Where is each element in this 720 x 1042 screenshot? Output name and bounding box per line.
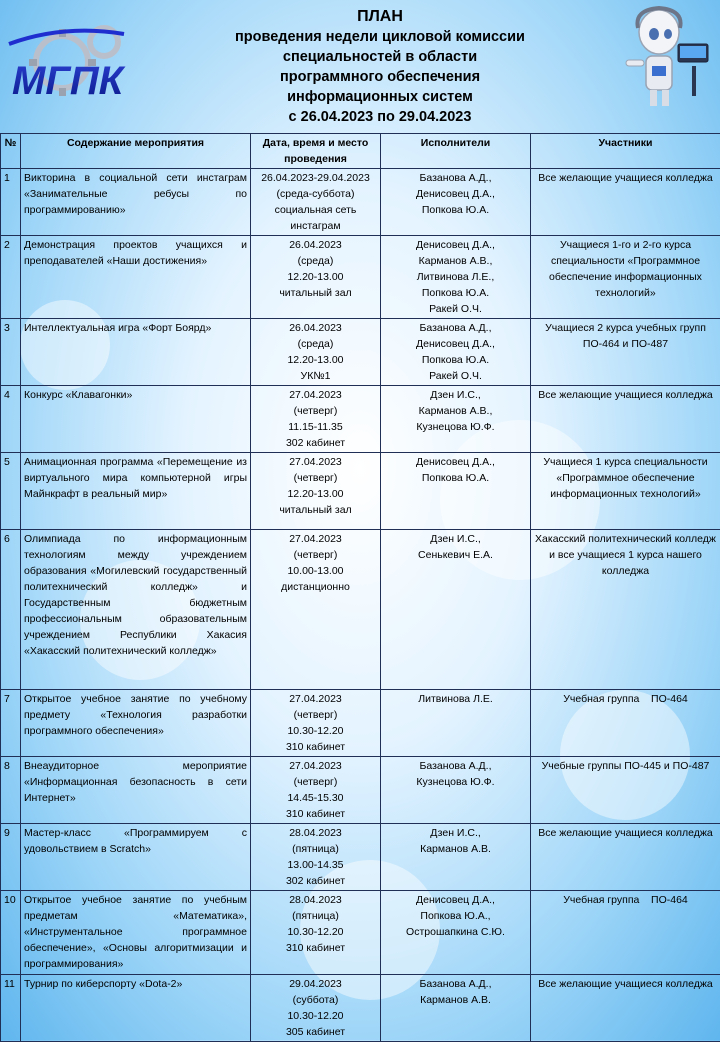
row-number: 9 bbox=[1, 824, 21, 891]
table-header-row bbox=[1, 134, 720, 169]
title-block bbox=[180, 6, 580, 127]
datetime-cell bbox=[251, 690, 381, 757]
datetime-line: социальная сеть bbox=[254, 202, 377, 218]
datetime-line: 12.20-13.00 bbox=[254, 352, 377, 368]
datetime-cell bbox=[251, 319, 381, 386]
datetime-line: 11.15-11.35 bbox=[254, 419, 377, 435]
performer-name: Денисовец Д.А., bbox=[384, 454, 527, 470]
datetime-line: 310 кабинет bbox=[254, 940, 377, 956]
datetime-cell bbox=[251, 236, 381, 319]
performer-name: Базанова А.Д., bbox=[384, 320, 527, 336]
table-row bbox=[1, 319, 720, 386]
datetime-line: (пятница) bbox=[254, 841, 377, 857]
performer-name: Кузнецова Ю.Ф. bbox=[384, 419, 527, 435]
row-number: 3 bbox=[1, 319, 21, 386]
table-row bbox=[1, 169, 720, 236]
datetime-line: 12.20-13.00 bbox=[254, 486, 377, 502]
performer-name: Кузнецова Ю.Ф. bbox=[384, 774, 527, 790]
college-logo bbox=[4, 14, 179, 114]
subtitle-line: проведения недели цикловой комиссии bbox=[180, 27, 580, 47]
performer-name: Денисовец Д.А., bbox=[384, 892, 527, 908]
performer-name: Попкова Ю.А. bbox=[384, 285, 527, 301]
svg-text:МГПК: МГПК bbox=[12, 59, 126, 103]
datetime-cell bbox=[251, 169, 381, 236]
event-cell: Викторина в социальной сети инстаграм «Занимательные ребусы по программированию» bbox=[21, 169, 251, 236]
datetime-line: 302 кабинет bbox=[254, 435, 377, 451]
row-number: 2 bbox=[1, 236, 21, 319]
subtitle-line: информационных систем bbox=[180, 87, 580, 107]
participants-cell: Все желающие учащиеся колледжа bbox=[531, 386, 720, 453]
row-number: 1 bbox=[1, 169, 21, 236]
datetime-line: 28.04.2023 bbox=[254, 825, 377, 841]
table-row bbox=[1, 690, 720, 757]
event-cell: Турнир по киберспорту «Dota-2» bbox=[21, 975, 251, 1042]
performer-name: Базанова А.Д., bbox=[384, 976, 527, 992]
row-number: 4 bbox=[1, 386, 21, 453]
event-cell: Открытое учебное занятие по учебному предмету «Технология разработки программного обеспечения» bbox=[21, 690, 251, 757]
datetime-cell bbox=[251, 824, 381, 891]
subtitle-line: специальностей в области bbox=[180, 47, 580, 67]
performer-name: Базанова А.Д., bbox=[384, 170, 527, 186]
row-number: 6 bbox=[1, 530, 21, 690]
datetime-line: 12.20-13.00 bbox=[254, 269, 377, 285]
datetime-line: 26.04.2023-29.04.2023 bbox=[254, 170, 377, 186]
subtitle-line: программного обеспечения bbox=[180, 67, 580, 87]
performer-name: Денисовец Д.А., bbox=[384, 237, 527, 253]
column-header-performers: Исполнители bbox=[381, 134, 531, 169]
datetime-line: 10.30-12.20 bbox=[254, 1008, 377, 1024]
performer-name: Карманов А.В., bbox=[384, 403, 527, 419]
datetime-line: (четверг) bbox=[254, 774, 377, 790]
performer-name: Дзен И.С., bbox=[384, 387, 527, 403]
datetime-cell bbox=[251, 530, 381, 690]
event-cell: Открытое учебное занятие по учебным предметам «Математика», «Инструментальное программное обеспечение», «Основы алгоритмизации и программирования» bbox=[21, 891, 251, 975]
performers-cell bbox=[381, 690, 531, 757]
datetime-line: (среда-суббота) bbox=[254, 186, 377, 202]
performers-cell bbox=[381, 824, 531, 891]
participants-cell: Учащиеся 1-го и 2-го курса специальности «Программное обеспечение информационных технологий» bbox=[531, 236, 720, 319]
performer-name: Денисовец Д.А., bbox=[384, 336, 527, 352]
performer-name: Литвинова Л.Е. bbox=[384, 691, 527, 707]
datetime-line: 27.04.2023 bbox=[254, 387, 377, 403]
participants-cell: Все желающие учащиеся колледжа bbox=[531, 824, 720, 891]
participants-cell: Все желающие учащиеся колледжа bbox=[531, 975, 720, 1042]
datetime-line: 27.04.2023 bbox=[254, 691, 377, 707]
performers-cell bbox=[381, 319, 531, 386]
events-table bbox=[0, 133, 720, 1042]
datetime-line: читальный зал bbox=[254, 502, 377, 518]
datetime-line: (пятница) bbox=[254, 908, 377, 924]
datetime-line: 302 кабинет bbox=[254, 873, 377, 889]
performer-name: Литвинова Л.Е., bbox=[384, 269, 527, 285]
performer-name: Ракей О.Ч. bbox=[384, 301, 527, 317]
participants-cell: Учащиеся 1 курса специальности «Программное обеспечение информационных технологий» bbox=[531, 453, 720, 530]
datetime-line: 26.04.2023 bbox=[254, 237, 377, 253]
event-cell: Мастер-класс «Программируем с удовольствием в Scratch» bbox=[21, 824, 251, 891]
event-cell: Анимационная программа «Перемещение из виртуального мира компьютерной игры Майнкрафт в реальный мир» bbox=[21, 453, 251, 530]
performers-cell bbox=[381, 169, 531, 236]
performer-name: Попкова Ю.А. bbox=[384, 202, 527, 218]
datetime-line: (четверг) bbox=[254, 403, 377, 419]
subtitle-line: с 26.04.2023 по 29.04.2023 bbox=[180, 107, 580, 127]
datetime-line: 28.04.2023 bbox=[254, 892, 377, 908]
datetime-cell bbox=[251, 891, 381, 975]
performer-name: Острошапкина С.Ю. bbox=[384, 924, 527, 940]
datetime-line: 14.45-15.30 bbox=[254, 790, 377, 806]
column-header-event: Содержание мероприятия bbox=[21, 134, 251, 169]
event-cell: Конкурс «Клавагонки» bbox=[21, 386, 251, 453]
table-row bbox=[1, 386, 720, 453]
table-row bbox=[1, 824, 720, 891]
datetime-line: (среда) bbox=[254, 336, 377, 352]
performers-cell bbox=[381, 891, 531, 975]
performer-name: Попкова Ю.А. bbox=[384, 352, 527, 368]
datetime-line: 305 кабинет bbox=[254, 1024, 377, 1040]
event-cell: Внеаудиторное мероприятие «Информационная безопасность в сети Интернет» bbox=[21, 757, 251, 824]
column-header-number: № bbox=[1, 134, 21, 169]
performer-name: Дзен И.С., bbox=[384, 531, 527, 547]
performers-cell bbox=[381, 386, 531, 453]
performer-name: Базанова А.Д., bbox=[384, 758, 527, 774]
datetime-line: читальный зал bbox=[254, 285, 377, 301]
table-row bbox=[1, 757, 720, 824]
performer-name: Сенькевич Е.А. bbox=[384, 547, 527, 563]
performer-name: Попкова Ю.А. bbox=[384, 470, 527, 486]
performer-name: Карманов А.В., bbox=[384, 253, 527, 269]
datetime-line: 310 кабинет bbox=[254, 806, 377, 822]
datetime-cell bbox=[251, 757, 381, 824]
table-row bbox=[1, 530, 720, 690]
row-number: 7 bbox=[1, 690, 21, 757]
datetime-line: 26.04.2023 bbox=[254, 320, 377, 336]
datetime-line: (суббота) bbox=[254, 992, 377, 1008]
performers-cell bbox=[381, 975, 531, 1042]
datetime-line: (четверг) bbox=[254, 547, 377, 563]
datetime-line: 310 кабинет bbox=[254, 739, 377, 755]
participants-cell: Хакасский политехнический колледж и все учащиеся 1 курса нашего колледжа bbox=[531, 530, 720, 690]
datetime-line: (четверг) bbox=[254, 707, 377, 723]
row-number: 10 bbox=[1, 891, 21, 975]
datetime-line: дистанционно bbox=[254, 579, 377, 595]
table-row bbox=[1, 975, 720, 1042]
row-number: 5 bbox=[1, 453, 21, 530]
participants-cell: Учебные группы ПО-445 и ПО-487 bbox=[531, 757, 720, 824]
datetime-cell bbox=[251, 975, 381, 1042]
table-row bbox=[1, 891, 720, 975]
datetime-line: 27.04.2023 bbox=[254, 531, 377, 547]
performer-name: Карманов А.В. bbox=[384, 992, 527, 1008]
performer-name: Дзен И.С., bbox=[384, 825, 527, 841]
datetime-line: 10.30-12.20 bbox=[254, 723, 377, 739]
datetime-line: УК№1 bbox=[254, 368, 377, 384]
participants-cell: Учащиеся 2 курса учебных групп ПО-464 и ПО-487 bbox=[531, 319, 720, 386]
event-cell: Демонстрация проектов учащихся и преподавателей «Наши достижения» bbox=[21, 236, 251, 319]
performer-name: Ракей О.Ч. bbox=[384, 368, 527, 384]
participants-cell: Учебная группа ПО-464 bbox=[531, 891, 720, 975]
robot-mascot-icon bbox=[604, 0, 718, 114]
datetime-line: (четверг) bbox=[254, 470, 377, 486]
table-row bbox=[1, 236, 720, 319]
column-header-datetime: Дата, время и место проведения bbox=[251, 134, 381, 169]
datetime-line: инстаграм bbox=[254, 218, 377, 234]
datetime-cell bbox=[251, 453, 381, 530]
table-row bbox=[1, 453, 720, 530]
datetime-line: 10.00-13.00 bbox=[254, 563, 377, 579]
participants-cell: Все желающие учащиеся колледжа bbox=[531, 169, 720, 236]
page-header bbox=[0, 0, 720, 133]
performer-name: Попкова Ю.А., bbox=[384, 908, 527, 924]
performers-cell bbox=[381, 757, 531, 824]
datetime-line: 27.04.2023 bbox=[254, 454, 377, 470]
page-title: ПЛАН bbox=[180, 6, 580, 27]
datetime-line: (среда) bbox=[254, 253, 377, 269]
event-cell: Интеллектуальная игра «Форт Боярд» bbox=[21, 319, 251, 386]
row-number: 11 bbox=[1, 975, 21, 1042]
performer-name: Карманов А.В. bbox=[384, 841, 527, 857]
datetime-line: 10.30-12.20 bbox=[254, 924, 377, 940]
performer-name: Денисовец Д.А., bbox=[384, 186, 527, 202]
event-cell: Олимпиада по информационным технологиям между учреждением образования «Могилевский государственный политехнический колледж» и Государственным бюджетным профессиональным образовательным учреждением Республики Хакасия «Хакасский политехнический колледж» bbox=[21, 530, 251, 690]
performers-cell bbox=[381, 530, 531, 690]
participants-cell: Учебная группа ПО-464 bbox=[531, 690, 720, 757]
performers-cell bbox=[381, 236, 531, 319]
row-number: 8 bbox=[1, 757, 21, 824]
performers-cell bbox=[381, 453, 531, 530]
column-header-participants: Участники bbox=[531, 134, 720, 169]
datetime-line: 13.00-14.35 bbox=[254, 857, 377, 873]
datetime-cell bbox=[251, 386, 381, 453]
datetime-line: 27.04.2023 bbox=[254, 758, 377, 774]
datetime-line: 29.04.2023 bbox=[254, 976, 377, 992]
